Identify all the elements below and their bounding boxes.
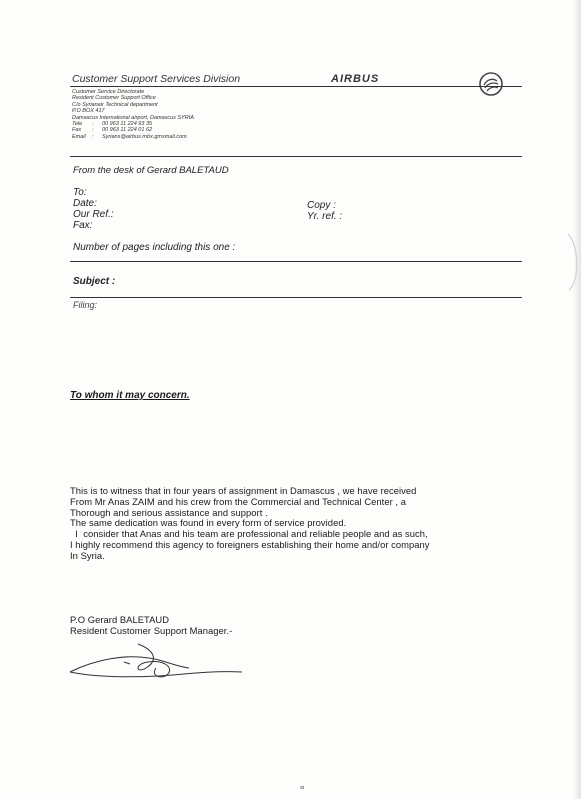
yr-ref-field: Yr. ref. : — [307, 211, 343, 222]
pages-field: Number of pages including this one : — [73, 242, 236, 253]
contact-sep: : — [92, 121, 94, 128]
body-line: The same dedication was found in every form of service provided. — [70, 517, 347, 529]
page-edge-shadow — [573, 0, 581, 799]
contact-value: 00 963 11 224 01 62 — [102, 127, 153, 134]
signatory-name: P.O Gerard BALETAUD — [70, 614, 170, 625]
our-ref-field: Our Ref.: — [73, 209, 114, 220]
contact-label: Fax — [72, 127, 82, 134]
signatory-title: Resident Customer Support Manager.- — [70, 625, 233, 636]
address-line: P.O BOX 417 — [72, 108, 105, 115]
to-field: To: — [73, 187, 87, 198]
address-block — [72, 89, 194, 140]
subject-field: Subject : — [73, 276, 116, 287]
body-line: I highly recommend this agency to foreigners establishing their home and/or company — [70, 538, 430, 550]
contact-value: Syrians@airbus.mbx.gmsmail.com — [102, 133, 187, 140]
address-line: C/o Syrianair Technical department — [72, 101, 158, 108]
address-line: Resident Customer Support Office — [72, 95, 156, 102]
binding-mark-icon — [566, 232, 580, 297]
contact-sep: : — [92, 127, 94, 134]
contact-label: Email — [72, 133, 86, 140]
address-line: Damascus International airport, Damascus SYRIA — [72, 114, 194, 121]
brand-name: AIRBUS — [331, 73, 380, 85]
body-line: This is to witness that in four years of assignment in Damascus , we have received — [70, 485, 417, 496]
fax-field: Fax: — [73, 220, 93, 231]
contact-value: 00 963 11 224 93 35 — [102, 121, 153, 128]
copy-field: Copy : — [307, 200, 336, 211]
subject-rule — [70, 297, 522, 298]
body-line: Thorough and serious assistance and support . — [70, 506, 268, 518]
pages-rule — [70, 261, 522, 262]
contact-sep: : — [92, 133, 94, 140]
address-rule — [70, 156, 522, 157]
body-line: From Mr Anas ZAIM and his crew from the Commercial and Technical Center , a — [70, 495, 406, 507]
contact-email — [72, 134, 194, 140]
header-rule — [70, 86, 522, 87]
body-line: I consider that Anas and his team are professional and reliable people and as such, — [70, 528, 428, 540]
address-line: Customer Service Directorate — [72, 89, 145, 95]
filing-field: Filing: — [73, 300, 98, 310]
salutation: To whom it may concern. — [70, 390, 190, 401]
letter-body — [70, 486, 430, 562]
body-line: In Syria. — [70, 549, 105, 561]
division-title: Customer Support Services Division — [72, 73, 241, 85]
page-mark-icon: ⴰ — [300, 784, 305, 791]
from-line: From the desk of Gerard BALETAUD — [73, 165, 229, 176]
handwritten-signature — [64, 638, 264, 693]
contact-label: Tele — [72, 121, 83, 128]
date-field: Date: — [73, 198, 97, 209]
